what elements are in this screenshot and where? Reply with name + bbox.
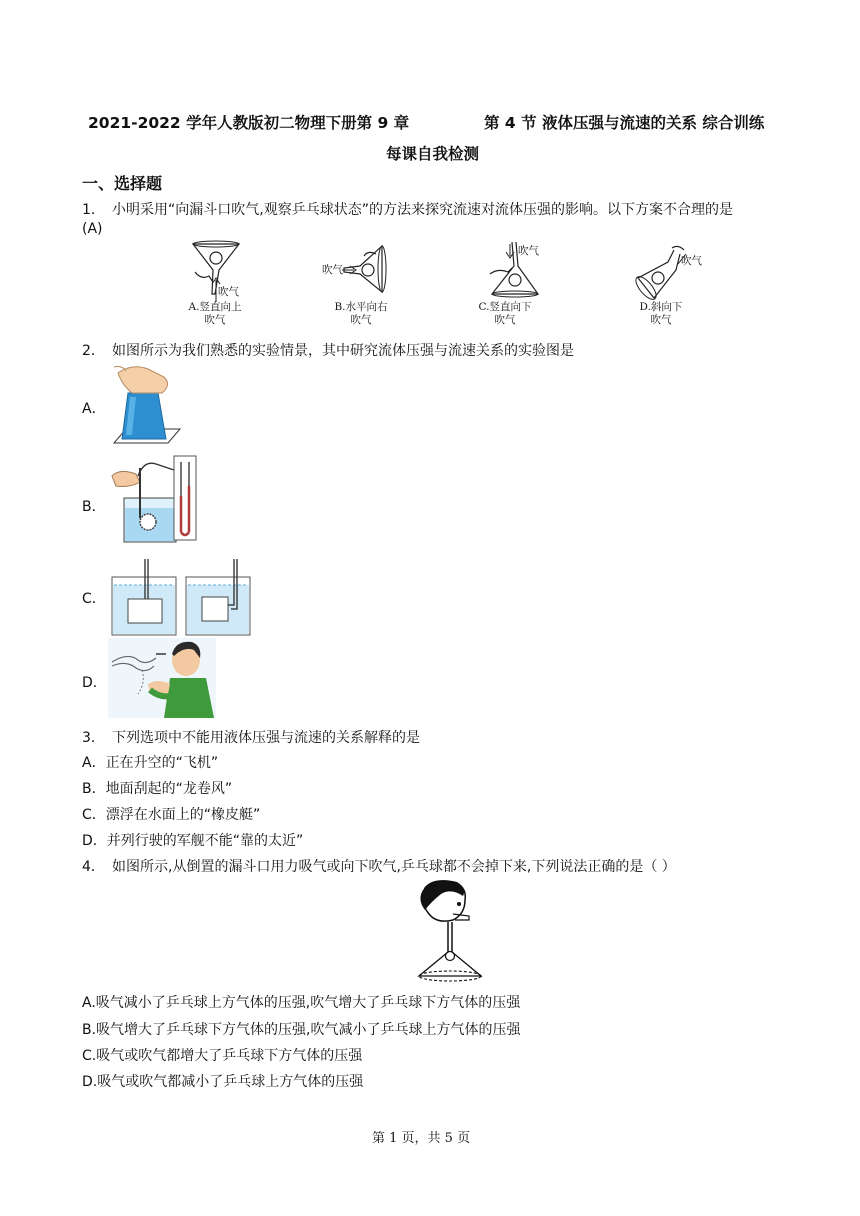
q1-d-caption: D.斜向下 吹气 <box>639 301 683 326</box>
q3-option-a[interactable]: A．正在升空的“飞机” <box>82 755 219 771</box>
q2-c-beakers-figure <box>110 557 252 637</box>
q1-a-caption: A.竖直向上 吹气 <box>188 301 242 326</box>
q1-number: 1． <box>82 202 105 218</box>
q2-option-b-label[interactable]: B． <box>82 499 106 515</box>
q2-number: 2． <box>82 343 105 359</box>
q3-option-b[interactable]: B．地面刮起的“龙卷风” <box>82 781 233 797</box>
q1-d-tag: 吹气 <box>681 255 702 267</box>
document-title-line2: 每课自我检测 <box>386 145 480 163</box>
q3-number: 3． <box>82 730 105 746</box>
q4-number: 4． <box>82 859 105 875</box>
q1-b-caption: B.水平向右 吹气 <box>334 301 388 326</box>
q1-a-tag: 吹气 <box>218 286 239 298</box>
q1-text: 小明采用“向漏斗口吹气,观察乒乓球状态”的方法来探究流速对流体压强的影响。以下方案不合理的是 <box>112 202 733 218</box>
document-title-part1: 2021-2022 学年人教版初二物理下册第 9 章 <box>88 114 410 132</box>
q2-option-d-label[interactable]: D． <box>82 675 107 691</box>
page-footer: 第 1 页，共 5 页 <box>372 1131 471 1146</box>
q1-c-tag: 吹气 <box>518 245 539 257</box>
q4-option-c[interactable]: C.吸气或吹气都增大了乒乓球下方气体的压强 <box>82 1048 363 1064</box>
q3-option-c[interactable]: C．漂浮在水面上的“橡皮艇” <box>82 807 261 823</box>
q4-option-b[interactable]: B.吸气增大了乒乓球下方气体的压强,吹气减小了乒乓球上方气体的压强 <box>82 1022 521 1038</box>
q3-option-d[interactable]: D．并列行驶的军舰不能“靠的太近” <box>82 833 304 849</box>
q4-option-a[interactable]: A.吸气减小了乒乓球上方气体的压强,吹气增大了乒乓球下方气体的压强 <box>82 995 521 1011</box>
q2-a-cup-figure <box>112 363 182 447</box>
document-title-part2: 第 4 节 液体压强与流速的关系 综合训练 <box>484 114 765 132</box>
q1-answer: (A) <box>82 221 103 237</box>
q2-text: 如图所示为我们熟悉的实验情景，其中研究流体压强与流速关系的实验图是 <box>112 343 574 359</box>
q1-c-caption: C.竖直向下 吹气 <box>478 301 532 326</box>
q4-option-d[interactable]: D.吸气或吹气都减小了乒乓球上方气体的压强 <box>82 1074 364 1090</box>
q2-d-boy-blowing-figure <box>108 638 216 718</box>
q2-b-manometer-figure <box>110 452 200 544</box>
q4-text: 如图所示,从倒置的漏斗口用力吸气或向下吹气,乒乓球都不会掉下来,下列说法正确的是（ ） <box>112 859 676 875</box>
q2-option-c-label[interactable]: C． <box>82 591 106 607</box>
q3-text: 下列选项中不能用液体压强与流速的关系解释的是 <box>112 730 420 746</box>
section-heading: 一、选择题 <box>82 174 163 193</box>
q2-option-a-label[interactable]: A． <box>82 401 106 417</box>
q4-funnel-person-figure <box>411 880 493 982</box>
q1-b-tag: 吹气 <box>322 264 343 276</box>
